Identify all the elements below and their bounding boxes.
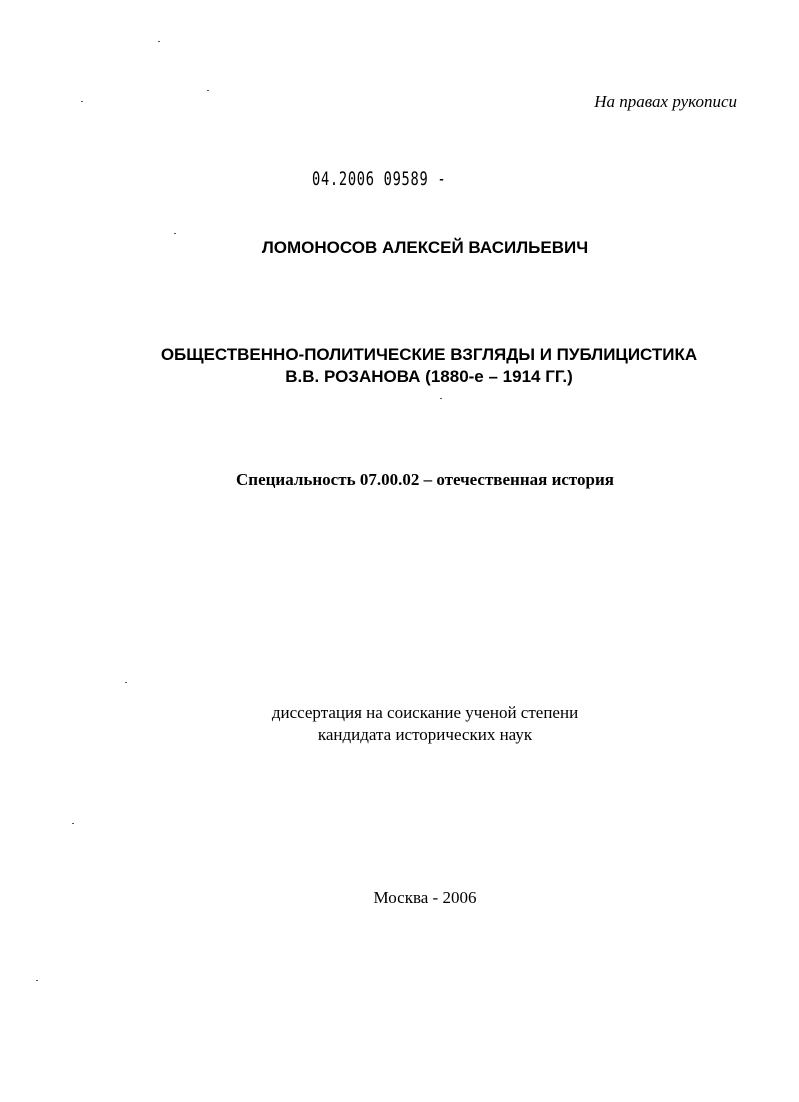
scan-speck [81,101,83,102]
scan-speck [174,233,176,234]
thesis-title-line-1: ОБЩЕСТВЕННО-ПОЛИТИЧЕСКИЕ ВЗГЛЯДЫ И ПУБЛИЦИСТИКА [160,345,698,364]
thesis-title-line-2: В.В. РОЗАНОВА (1880-е – 1914 ГГ.) [285,367,573,386]
degree-line-1: диссертация на соискание ученой степени [271,703,579,722]
scan-speck [72,823,74,824]
scan-speck [158,41,160,42]
rights-note: На правах рукописи [594,92,737,111]
scan-speck [36,980,38,981]
scan-speck [440,398,442,399]
city-year: Москва - 2006 [373,888,477,907]
scan-speck [207,90,209,91]
degree-statement [0,702,799,746]
specialty: Специальность 07.00.02 – отечественная история [236,470,614,489]
thesis-title [0,344,799,388]
author-name: ЛОМОНОСОВ АЛЕКСЕЙ ВАСИЛЬЕВИЧ [261,238,589,257]
library-stamp: 04.2006 09589 - [312,168,447,190]
degree-line-2: кандидата исторических наук [317,725,533,744]
scan-speck [125,682,127,683]
